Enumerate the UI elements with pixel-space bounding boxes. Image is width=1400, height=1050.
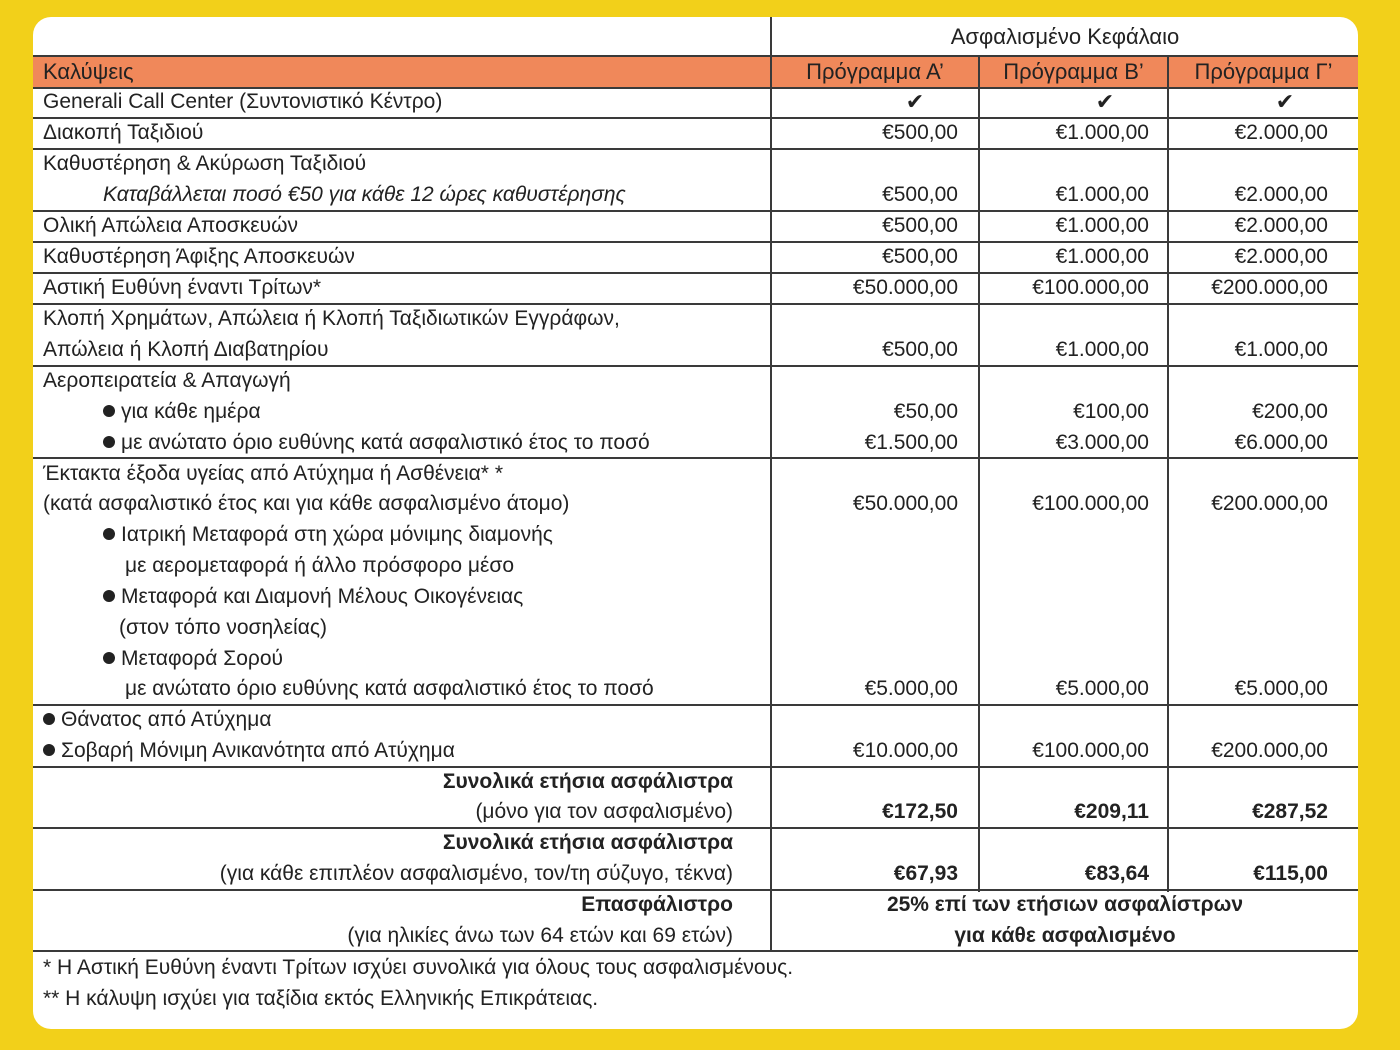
medical-transport-label-2: με αερομεταφορά ή άλλο πρόσφορο μέσο [125, 554, 515, 577]
medical-family-label: Μεταφορά και Διαμονή Μέλους Οικογένειας [121, 585, 524, 608]
total-extra-c: €115,00 [1253, 862, 1328, 885]
medical-label-1: Έκτακτα έξοδα υγείας από Ατύχημα ή Ασθένεια* * [43, 462, 503, 485]
bullet-icon [103, 436, 115, 448]
hijack-per-day-label: για κάθε ημέρα [121, 400, 261, 423]
medical-family-item [103, 581, 523, 612]
trip-cancel-a: €500,00 [882, 121, 958, 144]
checkmark-icon: ✔ [1095, 89, 1115, 114]
total-insured-b: €209,11 [1074, 800, 1149, 823]
death-label: Θάνατος από Ατύχημα [61, 708, 272, 731]
bullet-icon [43, 744, 55, 756]
theft-c: €1.000,00 [1234, 338, 1328, 361]
footnote-1: * Η Αστική Ευθύνη έναντι Τρίτων ισχύει συνολικά για όλους τους ασφαλισμένους. [43, 956, 794, 979]
death-c: €200.000,00 [1211, 739, 1328, 762]
baggage-delay-c: €2.000,00 [1234, 245, 1328, 268]
call-center-label: Generali Call Center (Συντονιστικό Κέντρο) [43, 90, 443, 113]
theft-a: €500,00 [882, 338, 958, 361]
baggage-loss-b: €1.000,00 [1055, 214, 1149, 237]
footnote-2: ** Η κάλυψη ισχύει για ταξίδια εκτός Ελληνικής Επικράτειας. [43, 987, 599, 1010]
medical-body-label: Μεταφορά Σορού [121, 647, 283, 670]
liability-a: €50.000,00 [852, 276, 958, 299]
surcharge-value-2: για κάθε ασφαλισμένο [954, 924, 1176, 947]
trip-cancel-b: €1.000,00 [1055, 121, 1149, 144]
hijack-label: Αεροπειρατεία & Απαγωγή [43, 369, 291, 392]
medical-label-2: (κατά ασφαλιστικό έτος και για κάθε ασφαλισμένο άτομο) [43, 492, 570, 515]
baggage-loss-c: €2.000,00 [1234, 214, 1328, 237]
theft-label-1: Κλοπή Χρημάτων, Απώλεια ή Κλοπή Ταξιδιωτικών Εγγράφων, [43, 307, 620, 330]
delay-note: Καταβάλλεται ποσό €50 για κάθε 12 ώρες καθυστέρησης [103, 183, 626, 206]
medical-c: €200.000,00 [1211, 492, 1328, 515]
medical-a: €50.000,00 [852, 492, 958, 515]
total-insured-subtitle: (μόνο για τον ασφαλισμένο) [475, 800, 733, 823]
medical-family-label-2: (στον τόπο νοσηλείας) [119, 616, 327, 639]
disability-label: Σοβαρή Μόνιμη Ανικανότητα από Ατύχημα [61, 739, 455, 762]
surcharge-value-1: 25% επί των ετήσιων ασφαλίστρων [886, 893, 1244, 916]
disability-item [43, 735, 455, 766]
surcharge-title: Επασφάλιστρο [581, 893, 733, 916]
baggage-loss-label: Ολική Απώλεια Αποσκευών [43, 214, 298, 237]
theft-label-2: Απώλεια ή Κλοπή Διαβατηρίου [43, 338, 329, 361]
total-extra-b: €83,64 [1084, 862, 1149, 885]
hijack-max-c: €6.000,00 [1234, 431, 1328, 454]
death-b: €100.000,00 [1032, 739, 1149, 762]
plan-b-header: Πρόγραμμα Β’ [1003, 59, 1144, 84]
bullet-icon [103, 528, 115, 540]
hijack-max-a: €1.500,00 [864, 431, 958, 454]
hijack-per-day-c: €200,00 [1252, 400, 1328, 423]
bullet-icon [43, 713, 55, 725]
medical-body-b: €5.000,00 [1055, 677, 1149, 700]
total-extra-title: Συνολικά ετήσια ασφάλιστρα [442, 831, 733, 854]
hijack-max-b: €3.000,00 [1055, 431, 1149, 454]
bullet-icon [103, 405, 115, 417]
delay-label: Καθυστέρηση & Ακύρωση Ταξιδιού [43, 152, 367, 175]
hijack-max-label: με ανώτατο όριο ευθύνης κατά ασφαλιστικό έτος το ποσό [121, 431, 650, 454]
trip-cancel-label: Διακοπή Ταξιδιού [43, 121, 204, 144]
plan-a-header: Πρόγραμμα Α’ [806, 59, 944, 84]
total-insured-a: €172,50 [882, 800, 958, 823]
baggage-loss-a: €500,00 [882, 214, 958, 237]
hijack-per-day-b: €100,00 [1073, 400, 1149, 423]
medical-b: €100.000,00 [1032, 492, 1149, 515]
coverage-table [33, 17, 1358, 1029]
medical-body-label-2: με ανώτατο όριο ευθύνης κατά ασφαλιστικό έτος το ποσό [125, 677, 654, 700]
death-a: €10.000,00 [852, 739, 958, 762]
baggage-delay-a: €500,00 [882, 245, 958, 268]
medical-transport-label: Ιατρική Μεταφορά στη χώρα μόνιμης διαμονής [121, 523, 553, 546]
hijack-per-day-item [103, 396, 261, 427]
delay-a: €500,00 [882, 183, 958, 206]
baggage-delay-b: €1.000,00 [1055, 245, 1149, 268]
divider [33, 117, 1358, 119]
coverages-header: Καλύψεις [43, 59, 134, 84]
delay-c: €2.000,00 [1234, 183, 1328, 206]
total-extra-subtitle: (για κάθε επιπλέον ασφαλισμένο, τον/τη σύζυγο, τέκνα) [219, 862, 733, 885]
checkmark-icon: ✔ [905, 89, 925, 114]
medical-body-item [103, 643, 283, 674]
checkmark-icon: ✔ [1275, 89, 1295, 114]
death-item [43, 704, 271, 735]
baggage-delay-label: Καθυστέρηση Άφιξης Αποσκευών [43, 245, 355, 268]
liability-c: €200.000,00 [1211, 276, 1328, 299]
bullet-icon [103, 652, 115, 664]
trip-cancel-c: €2.000,00 [1234, 121, 1328, 144]
total-extra-a: €67,93 [893, 862, 958, 885]
hijack-max-item [103, 427, 650, 458]
medical-transport-item [103, 519, 553, 550]
bullet-icon [103, 590, 115, 602]
hijack-per-day-a: €50,00 [893, 400, 958, 423]
theft-b: €1.000,00 [1055, 338, 1149, 361]
liability-label: Αστική Ευθύνη έναντι Τρίτων* [43, 276, 322, 299]
medical-body-c: €5.000,00 [1234, 677, 1328, 700]
liability-b: €100.000,00 [1032, 276, 1149, 299]
plan-c-header: Πρόγραμμα Γ’ [1194, 59, 1333, 84]
surcharge-subtitle: (για ηλικίες άνω των 64 ετών και 69 ετών) [347, 924, 733, 947]
total-insured-c: €287,52 [1252, 800, 1328, 823]
medical-body-a: €5.000,00 [864, 677, 958, 700]
delay-b: €1.000,00 [1055, 183, 1149, 206]
total-insured-title: Συνολικά ετήσια ασφάλιστρα [442, 770, 733, 793]
capital-header: Ασφαλισμένο Κεφάλαιο [950, 24, 1180, 49]
